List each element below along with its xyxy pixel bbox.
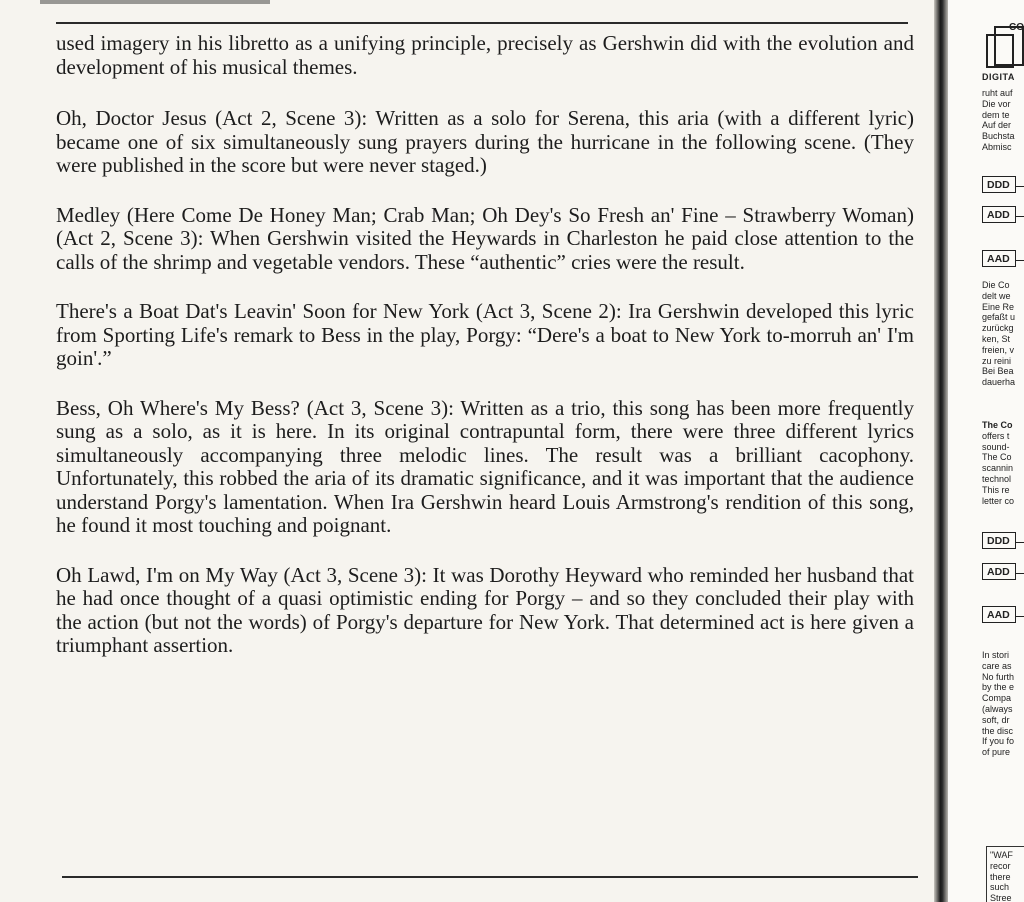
- paragraph-where-my-bess: Bess, Oh Where's My Bess? (Act 3, Scene 3): Written as a trio, this song has been more frequently sung as a solo, as it is here. In its original contrapuntal form, there were three different lyrics simultaneously accompanying three melodic lines. The result was a brilliant cacophony. Unfortunately, this robbed the aria of its dramatic significance, and it was important that the audience understand Porgy's lamentation. When Ira Gershwin heard Louis Armstrong's rendition of this song, he found it most touching and poignant.: [56, 395, 914, 537]
- liner-notes-text: [56, 32, 914, 684]
- text-block-5: "WAF recor there such Stree: [990, 850, 1013, 902]
- badge-rule: [1016, 573, 1024, 574]
- badge-rule: [1016, 542, 1024, 543]
- right-page: [948, 0, 1024, 902]
- badge-ddd: DDD: [982, 176, 1016, 193]
- badge-aad: AAD: [982, 606, 1016, 623]
- badge-rule: [1016, 260, 1024, 261]
- paragraph-intro: used imagery in his libretto as a unifying principle, precisely as Gershwin did with the evolution and development of his musical themes.: [56, 31, 914, 79]
- paragraph-oh-doctor-jesus: Oh, Doctor Jesus (Act 2, Scene 3): Written as a solo for Serena, this aria (with a different lyric) became one of six simultaneously sung prayers during the hurricane in the following scene. (They were published in the score but were never staged.): [56, 106, 914, 177]
- text-block-1: ruht auf Die vor dem te Auf der Buchsta Abmisc: [982, 88, 1015, 152]
- badge-add: ADD: [982, 206, 1016, 223]
- text-block-4: In stori care as No furth by the e Compa (always soft, dr the disc If you fo of pure: [982, 650, 1015, 758]
- bottom-rule: [62, 876, 918, 878]
- badge-ddd: DDD: [982, 532, 1016, 549]
- badge-rule: [1016, 186, 1024, 187]
- paragraph-oh-lawd: Oh Lawd, I'm on My Way (Act 3, Scene 3): It was Dorothy Heyward who reminded her husband that he had once thought of a quasi optimistic ending for Porgy – and so they concluded their play with the action (but not the words) of Porgy's departure for New York. That determined act is here given a triumphant assertion.: [56, 562, 914, 657]
- paragraph-boat-new-york: There's a Boat Dat's Leavin' Soon for New York (Act 3, Scene 2): Ira Gershwin developed this lyric from Sporting Life's remark to Bess in the play, Porgy: “Dere's a boat to New York to-morruh an' I'm goin'.”: [56, 299, 914, 370]
- top-rule: [56, 22, 908, 24]
- paragraph-medley: Medley (Here Come De Honey Man; Crab Man; Oh Dey's So Fresh an' Fine – Strawberry Woman) (Act 2, Scene 3): When Gershwin visited the Heywards in Charleston he paid close attention to the calls of the shrimp and vegetable vendors. These “authentic” cries were the result.: [56, 202, 914, 274]
- top-edge-remnant: [40, 0, 270, 4]
- badge-add: ADD: [982, 563, 1016, 580]
- text-block-3: The Co offers t sound- The Co scannin technol This re letter co: [982, 420, 1015, 506]
- badge-rule: [1016, 216, 1024, 217]
- badge-aad: AAD: [982, 250, 1016, 267]
- text-block-2: Die Co delt we Eine Re gefaßt u zurückg ken, St freien, v zu reini Bei Bea dauerha: [982, 280, 1016, 388]
- book-gutter: [934, 0, 948, 902]
- logo-co-text: CO: [1009, 22, 1024, 33]
- logo-label: DIGITA: [982, 72, 1015, 82]
- badge-rule: [1016, 616, 1024, 617]
